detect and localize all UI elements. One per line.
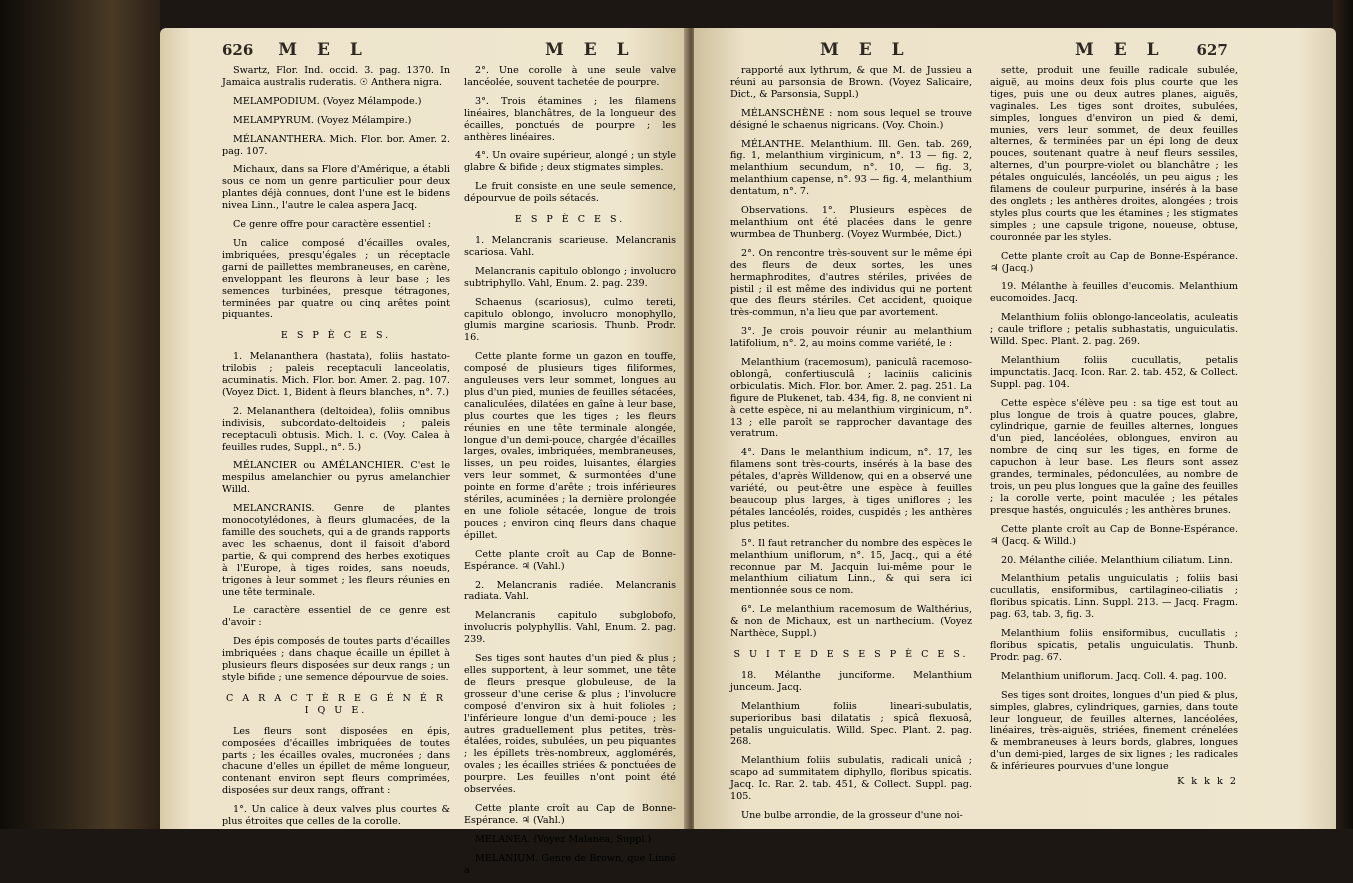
text-paragraph: MÉLANSCHÈNE : nom sous lequel se trouve désigné le schaenus nigricans. (Voy. Choin.) <box>730 107 972 131</box>
text-paragraph: MELANCRANIS. Genre de plantes monocotylédones, à fleurs glumacées, de la famille des souchets, qui a de grands rapports avec les schaenus, dont il faisoit d'abord partie, & qui comprend des herbes exotiques à l'Europe, à tiges roides, sans noeuds, trigones à leur sommet ; les fleurs réunies en une tête terminale. <box>222 503 450 598</box>
text-paragraph: Le fruit consiste en une seule semence, dépourvue de poils sétacés. <box>464 181 676 205</box>
left-page-number: 626 <box>222 41 254 59</box>
text-paragraph: 2. Melancranis radiée. Melancranis radiata. Vahl. <box>464 579 676 603</box>
text-paragraph: Cette plante croît au Cap de Bonne-Espérance. ♃ (Jacq.) <box>990 250 1238 274</box>
right-header-title-a: M E L <box>820 40 911 60</box>
text-paragraph: Ses tiges sont droites, longues d'un pied & plus, simples, glabres, cylindriques, garnies, dans toute leur longueur, de feuilles alternes, lancéolées, linéaires, très-aiguës, striées, finement crénelées & membraneuses à leurs bords, glabres, longues d'un demi-pied, larges de six lignes ; les radicales & inférieures pourvues d'une longue <box>990 689 1238 773</box>
text-paragraph: 1. Melancranis scarieuse. Melancranis scariosa. Vahl. <box>464 234 676 258</box>
text-paragraph: 2°. On rencontre très-souvent sur le même épi des fleurs de deux sortes, les unes hermaphrodites, d'autres stériles, privées de pistil ; il est même des individus qui ne portent que des fleurs stériles. Cet accident, quoique très-commun, n'a lieu que par avortement. <box>730 247 972 319</box>
right-page-column-1 <box>730 65 972 829</box>
text-paragraph: 1. Melananthera (hastata), foliis hastato-trilobis ; paleis receptaculi lanceolatis, acuminatis. Mich. Flor. bor. Amer. 2. pag. 107. (Voyez Dict. 1, Bident à fleurs blanches, n°. 7.) <box>222 351 450 398</box>
text-paragraph: 4°. Un ovaire supérieur, alongé ; un style glabre & bifide ; deux stigmates simples. <box>464 150 676 174</box>
text-paragraph: Melanthium foliis ensiformibus, cucullatis ; floribus spicatis, petalis unguiculatis. Thunb. Prodr. pag. 67. <box>990 628 1238 663</box>
text-paragraph: sette, produit une feuille radicale subulée, aiguë, au moins deux fois plus courte que les tiges, puis une ou deux autres planes, aiguës, vaginales. Les tiges sont droites, subulées, simples, longues d'environ un pied & demi, munies, vers leur sommet, de deux feuilles alternes, & terminées par un épi long de deux pouces, soutenant quatre à neuf fleurs sessiles, alternes, d'un pourpre-violet ou blanchâtre ; les pétales onguiculés, lancéolés, un peu aigus ; les filamens de couleur purpurine, insérés à la base des onglets ; les anthères droites, alongées ; trois styles plus courts que les étamines ; les stigmates simples ; une capsule trigone, noueuse, obtuse, couronnée par les styles. <box>990 65 1238 243</box>
right-header-title-b: M E L <box>1075 40 1166 60</box>
text-paragraph: 19. Mélanthe à feuilles d'eucomis. Melanthium eucomoides. Jacq. <box>990 281 1238 305</box>
text-paragraph: C A R A C T È R E G É N É R I Q U E. <box>226 692 446 716</box>
book-edge-right <box>1333 0 1353 829</box>
text-paragraph: Ses tiges sont hautes d'un pied & plus ; elles supportent, à leur sommet, une tête de fleurs presque globuleuse, de la grosseur d'une cerise & plus ; l'involucre composé d'environ six à huit folioles ; l'inférieure longue d'un demi-pouce ; les autres graduellement plus petites, très-étalées, roides, subulées, un peu piquantes ; les épillets très-nombreux, agglomérés, ovales ; les écailles striées & ponctuées de pourpre. Les feuilles n'ont point été observées. <box>464 653 676 796</box>
text-paragraph: Des épis composés de toutes parts d'écailles imbriquées ; dans chaque écaille un épillet à plusieurs fleurs disposées sur deux rangs ; un style bifide ; une semence dépourvue de soies. <box>222 636 450 683</box>
left-page-column-2 <box>464 65 676 883</box>
text-paragraph: 20. Mélanthe ciliée. Melanthium ciliatum. Linn. <box>1001 554 1233 566</box>
text-paragraph: 6°. Le melanthium racemosum de Walthérius, & non de Michaux, est un narthecium. (Voyez Narthèce, Suppl.) <box>730 604 972 640</box>
text-paragraph: MELANIUM. Genre de Brown, que Linné a <box>464 852 676 876</box>
text-paragraph: 4°. Dans le melanthium indicum, n°. 17, les filamens sont très-courts, insérés à la base des pétales, d'après Willdenow, qui en a observé une variété, ou peut-être une espèce à feuilles beaucoup plus larges, à tiges uniflores ; les pétales lancéolés, roides, cuspidés ; les anthères plus petites. <box>730 447 972 530</box>
right-page-header <box>1075 40 1228 60</box>
text-paragraph: MÉLANTHE. Melanthium. Ill. Gen. tab. 269, fig. 1, melanthium virginicum, n°. 13 — fig. 2, melanthium secundum, n°. 10, — fig. 3, melanthium capense, n°. 93 — fig. 4, melanthium dentatum, n°. 7. <box>730 138 972 198</box>
text-paragraph: MÉLANCIER ou AMÉLANCHIER. C'est le mespilus amelanchier ou pyrus amelanchier Willd. <box>222 460 450 496</box>
text-paragraph: Cette plante croît au Cap de Bonne-Espérance. ♃ (Jacq. & Willd.) <box>990 523 1238 547</box>
text-paragraph: Les fleurs sont disposées en épis, composées d'écailles imbriquées de toutes parts ; les écailles ovales, mucronées ; dans chacune d'elles un épillet de même longueur, contenant environ sept fleurs comprimées, disposées sur deux rangs, offrant : <box>222 725 450 797</box>
left-header-title-a: M E L <box>278 40 369 60</box>
left-page-column-1 <box>222 65 450 835</box>
text-paragraph: Cette espèce s'élève peu : sa tige est tout au plus longue de trois à quatre pouces, glabre, cylindrique, garnie de feuilles alternes, longues d'un pied, lancéolées, oblongues, environ au nombre de cinq sur les tiges, en forme de capuchon à leur base. Les fleurs sont assez grandes, terminales, pédonculées, au nombre de trois, un peu plus longues que la gaîne des feuilles ; la corolle verte, point maculée ; les pétales presque hastés, onguiculés ; les anthères brunes. <box>990 397 1238 516</box>
book-spine-left <box>0 0 160 829</box>
text-paragraph: 5°. Il faut retrancher du nombre des espèces le melanthium uniflorum, n°. 15, Jacq., qui a été reconnue par M. Jacquin lui-même pour le melanthium ciliatum Linn., & qui sera ici mentionnée sous ce nom. <box>730 537 972 597</box>
text-paragraph: 1°. Un calice à deux valves plus courtes & plus étroites que celles de la corolle. <box>222 804 450 828</box>
text-paragraph: Ce genre offre pour caractère essentiel : <box>233 219 431 231</box>
right-page-column-2 <box>990 65 1238 795</box>
text-paragraph: Cette plante forme un gazon en touffe, composé de plusieurs tiges filiformes, anguleuses vers leur sommet, longues au plus d'un pied, munies de feuilles sétacées, canaliculées, dilatées en gaîne à leur base, plus courtes que les tiges ; les fleurs réunies en une tête terminale alongée, longue d'un demi-pouce, chargée d'écailles larges, ovales, imbriquées, membraneuses, lisses, un peu roides, luisantes, élargies vers leur sommet, & surmontées d'une pointe en forme d'arête ; trois inférieures stériles, acuminées ; la dernière prolongée en une foliole sétacée, longue de trois pouces ; environ cinq fleurs dans chaque épillet. <box>464 351 676 541</box>
text-paragraph: 3°. Je crois pouvoir réunir au melanthium latifolium, n°. 2, au moins comme variété, le : <box>730 326 972 350</box>
text-paragraph: Melancranis capitulo oblongo ; involucro subtriphyllo. Vahl, Enum. 2. pag. 239. <box>464 265 676 289</box>
text-paragraph: E S P È C E S. <box>280 330 392 342</box>
text-paragraph: Melancranis capitulo subglobofo, involucris polyphyllis. Vahl, Enum. 2. pag. 239. <box>464 610 676 646</box>
text-paragraph: 3°. Trois étamines ; les filamens linéaires, blanchâtres, de la longueur des écailles, ponctués de pourpre ; les anthères linéaires. <box>464 95 676 143</box>
text-paragraph: 2. Melananthera (deltoidea), foliis omnibus indivisis, subcordato-deltoideis ; paleis receptaculi obtusis. Mich. l. c. (Voy. Calea à feuilles rudes, Suppl., n°. 5.) <box>222 405 450 453</box>
text-paragraph: Melanthium petalis unguiculatis ; foliis basi cucullatis, ensiformibus, cartilagineo-ciliatis ; floribus spicatis. Linn. Suppl. 213. — Jacq. Fragm. pag. 63, tab. 3, fig. 3. <box>990 573 1238 621</box>
text-paragraph: S U I T E D E S E S P È C E S. <box>733 648 969 660</box>
text-paragraph: Melanthium (racemosum), paniculâ racemoso-oblongâ, confertiusculâ ; laciniis calicinis orbiculatis. Mich. Flor. bor. Amer. 2. pag. 251. La figure de Plukenet, tab. 434, fig. 8, ne convient ni à cette espèce, ni au melanthium virginicum, n°. 13 ; elle paroît se rapprocher davantage des veratrum. <box>730 357 972 440</box>
text-paragraph: Swartz, Flor. Ind. occid. 3. pag. 1370. In Jamaica australis ruderatis. ☉ Anthera nigra. <box>222 65 450 88</box>
text-paragraph: Melanthium foliis lineari-subulatis, superioribus basi dilatatis ; spicâ flexuosâ, petalis unguiculatis. Willd. Spec. Plant. 2. pag. 268. <box>730 700 972 748</box>
text-paragraph: Melanthium uniflorum. Jacq. Coll. 4. pag. 100. <box>1001 670 1227 682</box>
text-paragraph: Melanthium foliis oblongo-lanceolatis, aculeatis ; caule triflore ; petalis subhastatis, unguiculatis. Willd. Spec. Plant. 2. pag. 269. <box>990 312 1238 348</box>
text-paragraph: Cette plante croît au Cap de Bonne-Espérance. ♃ (Vahl.) <box>464 548 676 572</box>
text-paragraph: Un calice composé d'écailles ovales, imbriquées, presqu'égales ; un réceptacle garni de paillettes membraneuses, en carène, enveloppant les fleurons à leur base ; les semences turbinées, presque tétragones, terminées par quatre ou cinq arêtes point piquantes. <box>222 237 450 321</box>
left-header-title-b: M E L <box>545 40 636 60</box>
text-paragraph: Une bulbe arrondie, de la grosseur d'une noi- <box>741 809 963 821</box>
text-paragraph: Le caractère essentiel de ce genre est d'avoir : <box>222 605 450 629</box>
text-paragraph: MÉLANANTHERA. Mich. Flor. bor. Amer. 2. pag. 107. <box>222 133 450 157</box>
text-paragraph: E S P È C E S. <box>514 214 626 226</box>
text-paragraph: MELAMPYRUM. (Voyez Mélampire.) <box>233 114 412 126</box>
text-paragraph: Michaux, dans sa Flore d'Amérique, a établi sous ce nom un genre particulier pour deux plantes déjà connues, dont l'une est le bidens nivea Linn., l'autre le calea aspera Jacq. <box>222 164 450 212</box>
right-page-number: 627 <box>1196 41 1228 59</box>
text-paragraph: Melanthium foliis subulatis, radicali unicâ ; scapo ad summitatem diphyllo, floribus spicatis. Jacq. Ic. Rar. 2. tab. 451, & Collect. Suppl. pag. 105. <box>730 755 972 803</box>
text-paragraph: rapporté aux lythrum, & que M. de Jussieu a réuni au parsonsia de Brown. (Voyez Salicaire, Dict., & Parsonsia, Suppl.) <box>730 65 972 100</box>
text-paragraph: 2°. Une corolle à une seule valve lancéolée, souvent tachetée de pourpre. <box>464 65 676 88</box>
text-paragraph: Cette plante croît au Cap de Bonne-Espérance. ♃ (Vahl.) <box>464 802 676 826</box>
text-paragraph: Melanthium foliis cucullatis, petalis impunctatis. Jacq. Icon. Rar. 2. tab. 452, & Collect. Suppl. pag. 104. <box>990 354 1238 390</box>
text-paragraph: MELAMPODIUM. (Voyez Mélampode.) <box>233 95 422 107</box>
left-page-header <box>222 40 369 60</box>
text-paragraph: K k k k 2 <box>1177 776 1238 788</box>
text-paragraph: 18. Mélanthe junciforme. Melanthium junceum. Jacq. <box>730 669 972 693</box>
text-paragraph: Schaenus (scariosus), culmo tereti, capitulo oblongo, involucro monophyllo, glumis margine scariosis. Thunb. Prodr. 16. <box>464 296 676 344</box>
text-paragraph: MELANEA. (Voyez Malanea, Suppl.) <box>475 833 652 845</box>
text-paragraph: Observations. 1°. Plusieurs espèces de melanthium ont été placées dans le genre wurmbea de Thunberg. (Voyez Wurmbée, Dict.) <box>730 205 972 240</box>
